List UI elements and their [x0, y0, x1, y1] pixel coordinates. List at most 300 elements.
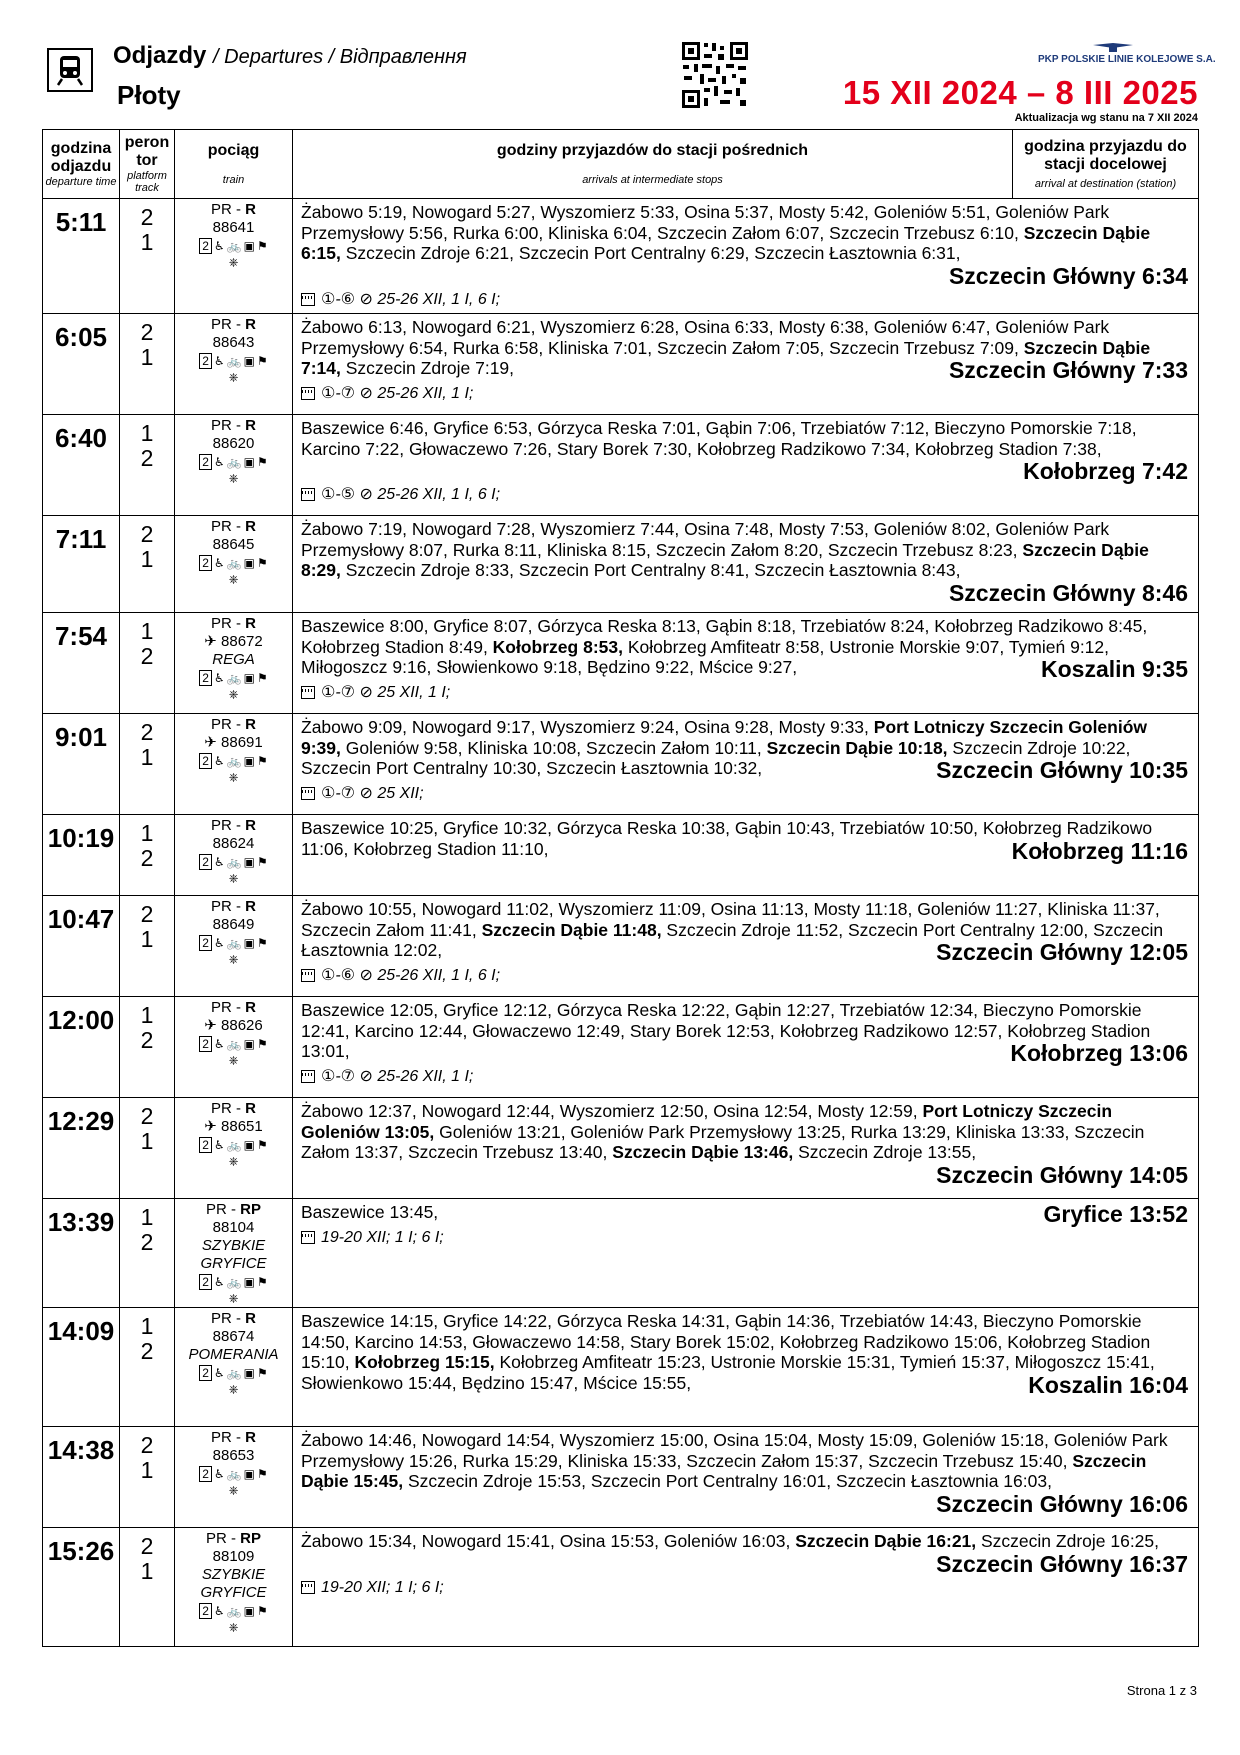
platform-number: 2: [140, 521, 154, 547]
stop-text: Żabowo 9:09, Nowogard 9:17, Wyszomierz 9:24, Osina 9:28, Mosty 9:33,: [301, 717, 874, 737]
operating-days-note: [301, 485, 1188, 506]
platform-track: [120, 896, 175, 997]
train-type: R: [245, 417, 257, 434]
col-stops-label: godziny przyjazdów do stacji pośrednich: [496, 142, 809, 159]
operating-days-note: [301, 384, 1188, 405]
ticket-machine-icon: ▣: [243, 1467, 255, 1481]
intermediate-stops: [293, 1528, 1199, 1647]
train-category: PR - R: [210, 316, 257, 333]
train-info: [175, 896, 293, 997]
air-conditioning-icon: ⎈: [228, 255, 239, 269]
train-info: [175, 415, 293, 516]
departure-time: 6:05: [43, 314, 120, 415]
destination: Gryfice 13:52: [1043, 1201, 1188, 1227]
train-category: PR - R: [210, 1310, 257, 1327]
ticket-machine-icon: ▣: [243, 1366, 255, 1380]
train-number-line: [176, 219, 291, 237]
second-class-icon: 2: [199, 1466, 212, 1482]
train-info: [175, 1199, 293, 1308]
qr-code-icon: [680, 40, 750, 110]
bike-icon: 🚲: [226, 455, 242, 469]
platform-track: [120, 1427, 175, 1528]
update-note: Aktualizacja wg stanu na 7 XII 2024: [1014, 112, 1198, 124]
assistance-icon: ⚑: [256, 556, 268, 570]
stop-text: Port Lotniczy Szczecin Goleniów 9:39,: [301, 717, 1148, 758]
track-number: 1: [140, 1457, 154, 1483]
wheelchair-icon: ♿: [213, 1275, 225, 1289]
bike-icon: 🚲: [226, 936, 242, 950]
ticket-machine-icon: ▣: [243, 1138, 255, 1152]
platform-number: 2: [140, 901, 154, 927]
amenities: [199, 670, 268, 686]
track-number: 1: [140, 1128, 154, 1154]
table-row: [43, 997, 1199, 1098]
train-category: PR - R: [210, 417, 257, 434]
wheelchair-icon: ♿: [213, 455, 225, 469]
col-departure-sublabel: departure time: [45, 176, 117, 188]
bike-icon: 🚲: [226, 354, 242, 368]
table-row: [43, 1308, 1199, 1427]
ticket-machine-icon: ▣: [243, 1037, 255, 1051]
col-platform-label: peron tor: [124, 134, 170, 169]
stop-text: Szczecin Dąbie 13:46,: [612, 1142, 794, 1162]
train-number: 88643: [212, 334, 255, 351]
wheelchair-icon: ♿: [213, 671, 225, 685]
intermediate-stops: [293, 815, 1199, 896]
wheelchair-icon: ♿: [213, 354, 225, 368]
platform-number: 1: [140, 820, 154, 846]
air-conditioning-icon: ⎈: [228, 1154, 239, 1168]
operating-days-text: ①-⑦ ⊘ 25-26 XII, 1 I;: [321, 1068, 474, 1085]
platform-number: 2: [140, 319, 154, 345]
bike-icon: 🚲: [226, 239, 242, 253]
operating-days-text: ①-⑦ ⊘ 25-26 XII, 1 I;: [321, 385, 474, 402]
assistance-icon: ⚑: [256, 455, 268, 469]
platform-track: [120, 714, 175, 815]
ticket-machine-icon: ▣: [243, 556, 255, 570]
track-number: 2: [140, 845, 154, 871]
train-icon: [47, 48, 93, 92]
second-class-icon: 2: [199, 935, 212, 951]
air-conditioning-icon: ⎈: [228, 770, 239, 784]
table-row: [43, 314, 1199, 415]
calendar-icon: [301, 1581, 315, 1594]
train-number: 88649: [212, 916, 255, 933]
table-row: [43, 1199, 1199, 1308]
col-departure-label: godzina odjazdu: [50, 140, 112, 175]
intermediate-stops: [293, 1098, 1199, 1199]
destination: Szczecin Główny 6:34: [948, 262, 1188, 289]
train-type: R: [245, 518, 257, 535]
intermediate-stops: [293, 997, 1199, 1098]
assistance-icon: ⚑: [256, 1366, 268, 1380]
second-class-icon: 2: [199, 670, 212, 686]
train-name: SZYBKIE GRYFICE: [200, 1566, 267, 1601]
train-number: 88672: [221, 633, 263, 650]
destination: Szczecin Główny 16:37: [936, 1550, 1188, 1577]
air-conditioning-icon: ⎈: [228, 572, 239, 586]
departure-time: 10:47: [43, 896, 120, 997]
departure-time: 12:00: [43, 997, 120, 1098]
col-destination: [1013, 130, 1199, 199]
table-row: [43, 896, 1199, 997]
train-carrier: PR: [210, 201, 232, 218]
platform-number: 2: [140, 1103, 154, 1129]
bike-icon: 🚲: [226, 855, 242, 869]
train-number-line: [176, 734, 291, 752]
assistance-icon: ⚑: [256, 1467, 268, 1481]
stop-text: Szczecin Zdroje 16:25,: [976, 1531, 1160, 1551]
stop-text: Żabowo 10:55, Nowogard 11:02, Wyszomierz 11:09, Osina 11:13, Mosty 11:18, Goleniów 11:27, Kliniska 11:37, Szczecin Załom 11:41,: [301, 899, 1160, 940]
train-carrier: PR: [210, 898, 232, 915]
destination: Kołobrzeg 13:06: [1010, 1040, 1188, 1066]
col-platform-sublabel: platform track: [127, 170, 167, 194]
stop-text: Baszewice 14:15, Gryfice 14:22, Górzyca Reska 14:31, Gąbin 14:36, Trzebiatów 14:43, Bieczyno Pomorskie 14:50, Karcino 14:53, Głowaczewo 14:58, Stary Borek 15:02, Kołobrzeg Radzikowo 15:06, Kołobrzeg Stadion 15:10,: [301, 1311, 1151, 1372]
airport-icon: ✈: [204, 633, 217, 650]
validity-period: 15 XII 2024 – 8 III 2025: [842, 74, 1198, 111]
train-type: R: [245, 1310, 257, 1327]
air-conditioning-icon: ⎈: [228, 370, 239, 384]
amenities: [199, 1466, 268, 1482]
col-stops: [293, 130, 1013, 199]
platform-number: 1: [140, 1204, 154, 1230]
train-category: PR - R: [210, 716, 257, 733]
col-destination-label: godzina przyjazdu do stacji docelowej: [1024, 138, 1187, 173]
train-type: R: [245, 316, 257, 333]
train-info: [175, 1528, 293, 1647]
train-number: 88624: [212, 835, 255, 852]
destination: Szczecin Główny 10:35: [936, 757, 1188, 783]
assistance-icon: ⚑: [256, 936, 268, 950]
departures-table: [42, 129, 1199, 1647]
stop-text: Żabowo 14:46, Nowogard 14:54, Wyszomierz 15:00, Osina 15:04, Mosty 15:09, Goleniów 15:18, Goleniów Park Przemysłowy 15:26, Rurka 15:29, Kliniska 15:33, Szczecin Załom 15:37, Szczecin Trzebusz 15:40,: [301, 1430, 1168, 1471]
ticket-machine-icon: ▣: [243, 239, 255, 253]
train-category: PR - R: [210, 615, 257, 632]
assistance-icon: ⚑: [256, 1604, 268, 1618]
track-number: 1: [140, 229, 154, 255]
train-number-line: [176, 1328, 291, 1346]
platform-track: [120, 415, 175, 516]
amenities: [199, 555, 268, 571]
train-info: [175, 516, 293, 613]
train-number: 88653: [212, 1447, 255, 1464]
destination: Kołobrzeg 11:16: [1011, 837, 1188, 864]
ticket-machine-icon: ▣: [243, 936, 255, 950]
train-info: [175, 997, 293, 1098]
assistance-icon: ⚑: [256, 754, 268, 768]
platform-number: 1: [140, 1002, 154, 1028]
train-category: PR - R: [210, 1100, 257, 1117]
header: [43, 40, 1216, 126]
stop-text: Kołobrzeg 15:15,: [354, 1352, 495, 1372]
destination: Szczecin Główny 12:05: [936, 939, 1188, 965]
destination: Koszalin 16:04: [1028, 1371, 1188, 1398]
platform-track: [120, 1199, 175, 1308]
amenities: [199, 1603, 268, 1619]
train-carrier: PR: [210, 1310, 232, 1327]
operating-days-text: ①-⑦ ⊘ 25 XII, 1 I;: [321, 684, 451, 701]
train-carrier: PR: [210, 817, 232, 834]
train-info: [175, 815, 293, 896]
train-info: [175, 199, 293, 314]
second-class-icon: 2: [199, 1603, 212, 1619]
train-carrier: PR: [205, 1201, 227, 1218]
track-number: 1: [140, 546, 154, 572]
second-class-icon: 2: [199, 238, 212, 254]
bike-icon: 🚲: [226, 1467, 242, 1481]
train-number-line: [176, 835, 291, 853]
stop-text: Goleniów 13:21, Goleniów Park Przemysłowy 13:25, Rurka 13:29, Kliniska 13:33, Szczecin Załom 13:37, Szczecin Trzebusz 13:40,: [301, 1121, 1145, 1162]
amenities: [199, 753, 268, 769]
air-conditioning-icon: ⎈: [228, 1483, 239, 1497]
platform-track: [120, 516, 175, 613]
wheelchair-icon: ♿: [213, 754, 225, 768]
pkp-logo: [1038, 40, 1216, 65]
intermediate-stops: [293, 314, 1199, 415]
table-row: [43, 815, 1199, 896]
platform-number: 2: [140, 204, 154, 230]
train-carrier: PR: [210, 316, 232, 333]
table-row: [43, 1528, 1199, 1647]
departure-time: 7:54: [43, 613, 120, 714]
train-info: [175, 1427, 293, 1528]
second-class-icon: 2: [199, 1137, 212, 1153]
destination: Szczecin Główny 7:33: [948, 357, 1188, 383]
bike-icon: 🚲: [226, 671, 242, 685]
departure-time: 7:11: [43, 516, 120, 613]
amenities: [199, 854, 268, 870]
amenities: [199, 1137, 268, 1153]
train-name: SZYBKIE GRYFICE: [200, 1237, 267, 1272]
stop-text: Szczecin Dąbie 7:14,: [301, 337, 1151, 378]
col-destination-sublabel: arrival at destination (station): [1034, 178, 1177, 190]
stop-text: Szczecin Dąbie 11:48,: [481, 919, 662, 940]
train-type: RP: [240, 1201, 262, 1218]
train-number-line: [176, 1118, 291, 1136]
platform-number: 1: [140, 420, 154, 446]
air-conditioning-icon: ⎈: [228, 1053, 239, 1067]
departure-time: 14:09: [43, 1308, 120, 1427]
second-class-icon: 2: [199, 854, 212, 870]
col-departure: [43, 130, 120, 199]
assistance-icon: ⚑: [256, 1138, 268, 1152]
train-carrier: PR: [210, 1429, 232, 1446]
operating-days-text: ①-⑥ ⊘ 25-26 XII, 1 I, 6 I;: [321, 967, 501, 984]
stop-text: Szczecin Zdroje 15:53, Szczecin Port Centralny 16:01, Szczecin Łasztownia 16:03,: [403, 1471, 1052, 1491]
train-name: REGA: [212, 651, 255, 668]
ticket-machine-icon: ▣: [243, 354, 255, 368]
calendar-icon: [301, 1070, 315, 1083]
departure-time: 15:26: [43, 1528, 120, 1647]
train-category: PR - R: [210, 201, 257, 218]
train-type: R: [245, 1100, 257, 1117]
table-row: [43, 415, 1199, 516]
page-number: Strona 1 z 3: [1126, 1683, 1197, 1698]
departure-time: 14:38: [43, 1427, 120, 1528]
train-carrier: PR: [210, 999, 232, 1016]
operating-days-note: [301, 1067, 1188, 1088]
airport-icon: ✈: [204, 1017, 217, 1034]
operating-days-text: ①-⑥ ⊘ 25-26 XII, 1 I, 6 I;: [321, 290, 501, 308]
wheelchair-icon: ♿: [213, 239, 225, 253]
intermediate-stops: [293, 199, 1199, 314]
platform-track: [120, 1308, 175, 1427]
platform-number: 1: [140, 618, 154, 644]
calendar-icon: [301, 686, 315, 699]
second-class-icon: 2: [199, 1274, 212, 1290]
intermediate-stops: [293, 1199, 1199, 1308]
air-conditioning-icon: ⎈: [228, 1620, 239, 1634]
amenities: [199, 1274, 268, 1290]
train-carrier: PR: [210, 518, 232, 535]
calendar-icon: [301, 787, 315, 800]
train-type: R: [245, 1429, 257, 1446]
destination: Szczecin Główny 14:05: [936, 1161, 1188, 1188]
train-carrier: PR: [205, 1530, 227, 1547]
calendar-icon: [301, 1231, 315, 1244]
assistance-icon: ⚑: [256, 1037, 268, 1051]
train-category: PR - R: [210, 1429, 257, 1446]
track-number: 2: [140, 445, 154, 471]
air-conditioning-icon: ⎈: [228, 871, 239, 885]
train-number: 88620: [212, 435, 255, 452]
platform-track: [120, 613, 175, 714]
train-info: [175, 613, 293, 714]
platform-track: [120, 314, 175, 415]
amenities: [199, 935, 268, 951]
table-row: [43, 199, 1199, 314]
calendar-icon: [301, 488, 315, 501]
train-info: [175, 714, 293, 815]
train-info: [175, 1098, 293, 1199]
platform-number: 2: [140, 1533, 154, 1559]
train-type: R: [245, 615, 257, 632]
stop-text: Baszewice 12:05, Gryfice 12:12, Górzyca Reska 12:22, Gąbin 12:27, Trzebiatów 12:34, Bieczyno Pomorskie 12:41, Karcino 12:44, Głowaczewo 12:49, Stary Borek 12:53, Kołobrzeg Radzikowo 12:57, Kołobrzeg Stadion 13:01,: [301, 1000, 1151, 1061]
train-info: [175, 1308, 293, 1427]
operating-days-note: [301, 290, 1188, 311]
departure-time: 12:29: [43, 1098, 120, 1199]
operating-days-note: [301, 1228, 1188, 1249]
platform-track: [120, 997, 175, 1098]
stop-text: Szczecin Dąbie 16:21,: [795, 1531, 977, 1551]
station-name: Płoty: [117, 80, 181, 110]
train-number: 88109: [212, 1548, 255, 1565]
stop-text: Szczecin Zdroje 8:33, Szczecin Port Centralny 8:41, Szczecin Łasztownia 8:43,: [340, 560, 961, 580]
table-row: [43, 1098, 1199, 1199]
track-number: 2: [140, 643, 154, 669]
amenities: [199, 1365, 268, 1381]
platform-track: [120, 199, 175, 314]
wheelchair-icon: ♿: [213, 1467, 225, 1481]
train-carrier: PR: [210, 615, 232, 632]
departure-time: 6:40: [43, 415, 120, 516]
departure-time: 10:19: [43, 815, 120, 896]
ticket-machine-icon: ▣: [243, 671, 255, 685]
intermediate-stops: [293, 516, 1199, 613]
stop-text: Szczecin Zdroje 7:19,: [340, 358, 515, 378]
track-number: 2: [140, 1229, 154, 1255]
train-number-line: [176, 435, 291, 453]
stop-text: Szczecin Zdroje 13:55,: [793, 1142, 977, 1162]
second-class-icon: 2: [199, 454, 212, 470]
train-number-line: [176, 1548, 291, 1566]
ticket-machine-icon: ▣: [243, 754, 255, 768]
departure-time: 13:39: [43, 1199, 120, 1308]
train-type: RP: [240, 1530, 262, 1547]
bike-icon: 🚲: [226, 556, 242, 570]
stop-text: Baszewice 10:25, Gryfice 10:32, Górzyca Reska 10:38, Gąbin 10:43, Trzebiatów 10:50, Kołobrzeg Radzikowo 11:06, Kołobrzeg Stadion 11:10,: [301, 818, 1153, 859]
train-info: [175, 314, 293, 415]
amenities: [199, 454, 268, 470]
stop-text: Szczecin Dąbie 6:15,: [301, 222, 1151, 263]
train-carrier: PR: [210, 1100, 232, 1117]
track-number: 2: [140, 1027, 154, 1053]
track-number: 1: [140, 926, 154, 952]
platform-track: [120, 815, 175, 896]
stop-text: Żabowo 5:19, Nowogard 5:27, Wyszomierz 5:33, Osina 5:37, Mosty 5:42, Goleniów 5:51, Goleniów Park Przemysłowy 5:56, Rurka 6:00, Kliniska 6:04, Szczecin Załom 6:07, Szczecin Trzebusz 6:10,: [301, 202, 1110, 243]
stop-text: Baszewice 13:45,: [301, 1202, 439, 1222]
col-train: [175, 130, 293, 199]
second-class-icon: 2: [199, 753, 212, 769]
stop-text: Szczecin Dąbie 10:18,: [766, 737, 948, 758]
wheelchair-icon: ♿: [213, 1138, 225, 1152]
platform-track: [120, 1528, 175, 1647]
train-category: PR - R: [210, 999, 257, 1016]
col-train-label: pociąg: [207, 142, 260, 159]
train-number-line: [176, 536, 291, 554]
stop-text: Szczecin Zdroje 10:22, Szczecin Port Centralny 10:30, Szczecin Łasztownia 10:32,: [301, 737, 1131, 778]
train-number-line: [176, 916, 291, 934]
calendar-icon: [301, 387, 315, 400]
train-category: PR - R: [210, 518, 257, 535]
train-category: PR - R: [210, 898, 257, 915]
platform-track: [120, 1098, 175, 1199]
train-number-line: [176, 334, 291, 352]
intermediate-stops: [293, 1427, 1199, 1528]
bike-icon: 🚲: [226, 1366, 242, 1380]
bike-icon: 🚲: [226, 1138, 242, 1152]
col-stops-sublabel: arrivals at intermediate stops: [582, 174, 723, 186]
platform-number: 1: [140, 1313, 154, 1339]
bike-icon: 🚲: [226, 1275, 242, 1289]
train-number: 88674: [212, 1328, 255, 1345]
destination: Szczecin Główny 16:06: [936, 1490, 1188, 1517]
operating-days-note: [301, 683, 1188, 704]
ticket-machine-icon: ▣: [243, 1275, 255, 1289]
table-header: [43, 130, 1199, 199]
operating-days-note: [301, 966, 1188, 987]
train-category: PR - R: [210, 817, 257, 834]
calendar-icon: [301, 969, 315, 982]
train-carrier: PR: [210, 716, 232, 733]
train-name: POMERANIA: [188, 1346, 279, 1363]
wheelchair-icon: ♿: [213, 1037, 225, 1051]
page-subtitle: / Departures / Відправлення: [213, 46, 467, 68]
stop-text: Goleniów 9:58, Kliniska 10:08, Szczecin Załom 10:11,: [340, 737, 767, 758]
platform-number: 2: [140, 1432, 154, 1458]
train-number-line: [176, 1447, 291, 1465]
amenities: [199, 238, 268, 254]
wheelchair-icon: ♿: [213, 1366, 225, 1380]
stop-text: Kołobrzeg Amfiteatr 15:23, Ustronie Morskie 15:31, Tymień 15:37, Miłogoszcz 15:41, Słowienkowo 15:44, Będzino 15:47, Mścice 15:55,: [301, 1352, 1155, 1393]
bike-icon: 🚲: [226, 1604, 242, 1618]
page-title: Odjazdy / Departures / Відправлення: [113, 42, 467, 69]
train-type: R: [245, 817, 257, 834]
air-conditioning-icon: ⎈: [228, 471, 239, 485]
air-conditioning-icon: ⎈: [228, 952, 239, 966]
air-conditioning-icon: ⎈: [228, 1382, 239, 1396]
intermediate-stops: [293, 613, 1199, 714]
